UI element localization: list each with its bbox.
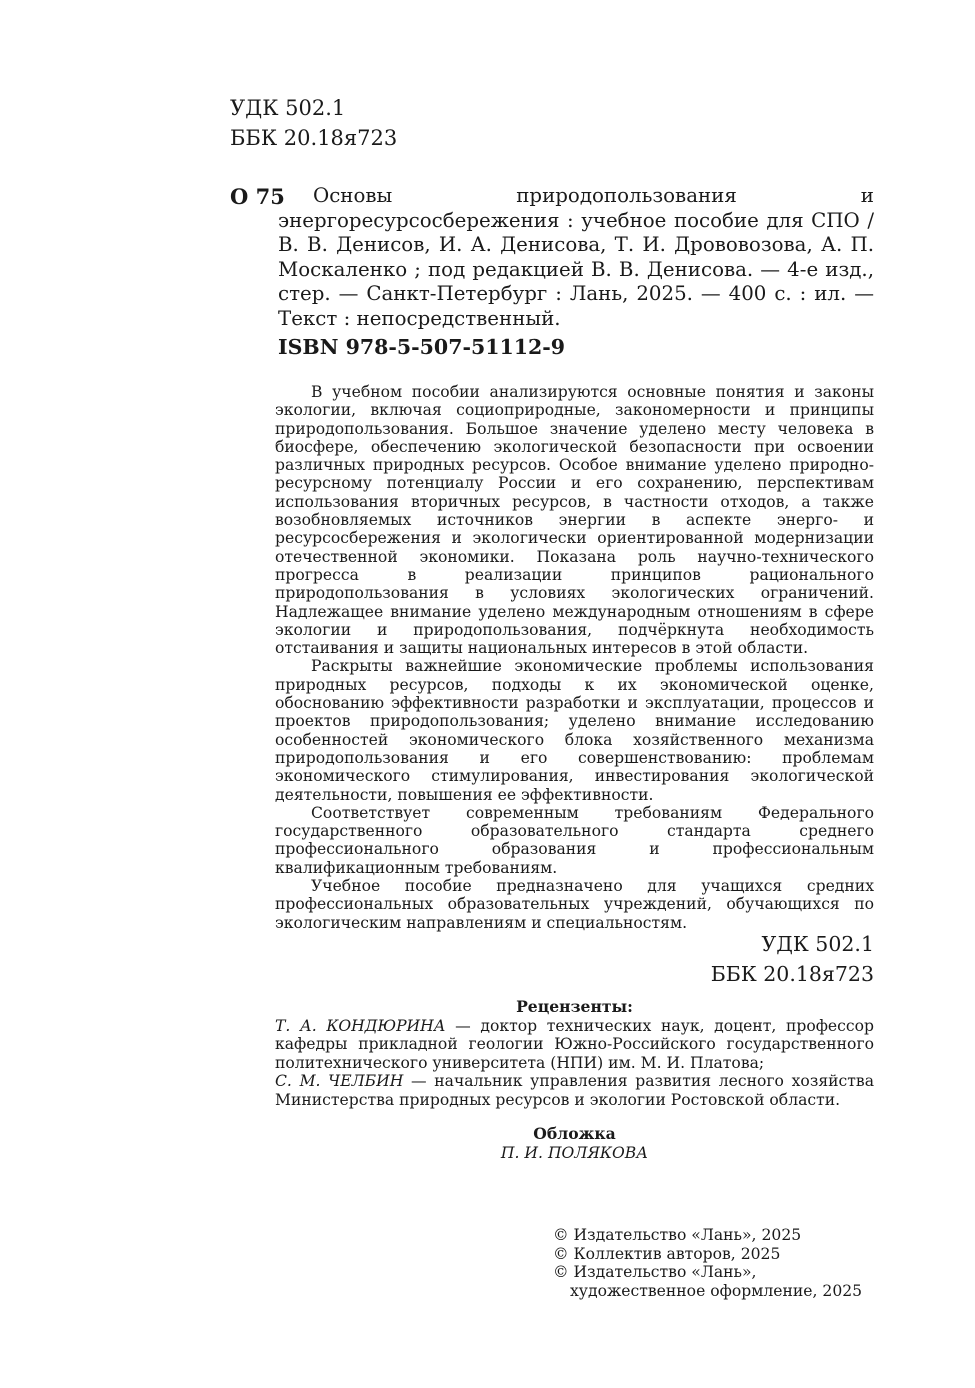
- bbk-code-bottom: ББК 20.18я723: [710, 962, 874, 986]
- bibliographic-description: Основы природопользования и энергоресурсосбережения : учебное пособие для СПО / В. В. Денисов, И. А. Денисова, Т. И. Дрововозова, А. П. Москаленко ; под редакцией В. В. Денисова. — 4-е изд., стер. — Санкт-Петербург : Лань, 2025. — 400 с. : ил. — Текст : непосредственный.: [278, 184, 874, 330]
- annotation-paragraph: Соответствует современным требованиям Федерального государственного образовательного стандарта среднего профессионального образования и профессиональным квалификационным требованиям.: [275, 803, 874, 877]
- copyright-block: [553, 1226, 873, 1300]
- udk-code: УДК 502.1: [230, 96, 346, 120]
- reviewer-description: — доктор технических наук, доцент, профессор кафедры прикладной геологии Южно-Российского государственного политехнического университета (НПИ) им. М. И. Платова;: [275, 1016, 874, 1072]
- reviewer-name: Т. А. КОНДЮРИНА: [275, 1016, 446, 1035]
- copyright-line: © Издательство «Лань»,: [553, 1263, 757, 1282]
- annotation-paragraph: В учебном пособии анализируются основные понятия и законы экологии, включая социоприродные, закономерности и принципы природопользования. Большое значение уделено месту человека в биосфере, обеспечению экологической безопасности при освоении различных природных ресурсов. Особое внимание уделено природно-ресурсному потенциалу России и его сохранению, перспективам использования вторичных ресурсов, в частности отходов, а также возобновляемых источников энергии в аспекте энерго- и ресурсосбережения и экологически ориентированной модернизации отечественной экономики. Показана роль научно-технического прогресса в реализации принципов рационального природопользования в условиях экологических ограничений. Надлежащее внимание уделено международным отношениям в сфере экологии и природопользования, подчёркнута необходимость отстаивания и защиты национальных интересов в этой области.: [275, 383, 874, 658]
- reviewers-title: Рецензенты:: [516, 997, 633, 1016]
- reviewer-description: — начальник управления развития лесного хозяйства Министерства природных ресурсов и экологии Ростовской области.: [275, 1072, 874, 1109]
- classification-footer: [560, 929, 874, 989]
- reviewer-entry: [275, 1017, 874, 1073]
- copyright-line: художественное оформление, 2025: [570, 1281, 863, 1300]
- author-mark: О 75: [230, 184, 285, 209]
- isbn: ISBN 978-5-507-51112-9: [278, 335, 566, 359]
- cover-designer: П. И. ПОЛЯКОВА: [500, 1143, 649, 1162]
- reviewer-name: С. М. ЧЕЛБИН: [275, 1072, 404, 1091]
- annotation-paragraph: Раскрыты важнейшие экономические проблемы использования природных ресурсов, подходы к их экономической оценке, обоснованию эффективности разработки и эксплуатации, процессов и проектов природопользования; уделено внимание исследованию особенностей экономического блока хозяйственного механизма природопользования и его совершенствованию: проблемам экономического стимулирования, инвестирования экологической деятельности, повышения ее эффективности.: [275, 657, 874, 804]
- classification-header: [230, 93, 397, 153]
- annotation: [275, 383, 874, 932]
- annotation-paragraph: Учебное пособие предназначено для учащихся средних профессиональных образовательных учреждений, обучающихся по экологическим направлениям и специальностям.: [275, 877, 874, 932]
- reviewer-entry: [275, 1072, 874, 1109]
- cover-credit: [275, 1125, 874, 1162]
- reviewers-block: [275, 998, 874, 1110]
- copyright-line: © Издательство «Лань», 2025: [553, 1226, 802, 1244]
- copyright-line: © Коллектив авторов, 2025: [553, 1244, 781, 1263]
- bbk-code: ББК 20.18я723: [230, 126, 398, 150]
- cover-title: Обложка: [533, 1124, 616, 1143]
- udk-code-bottom: УДК 502.1: [761, 932, 874, 956]
